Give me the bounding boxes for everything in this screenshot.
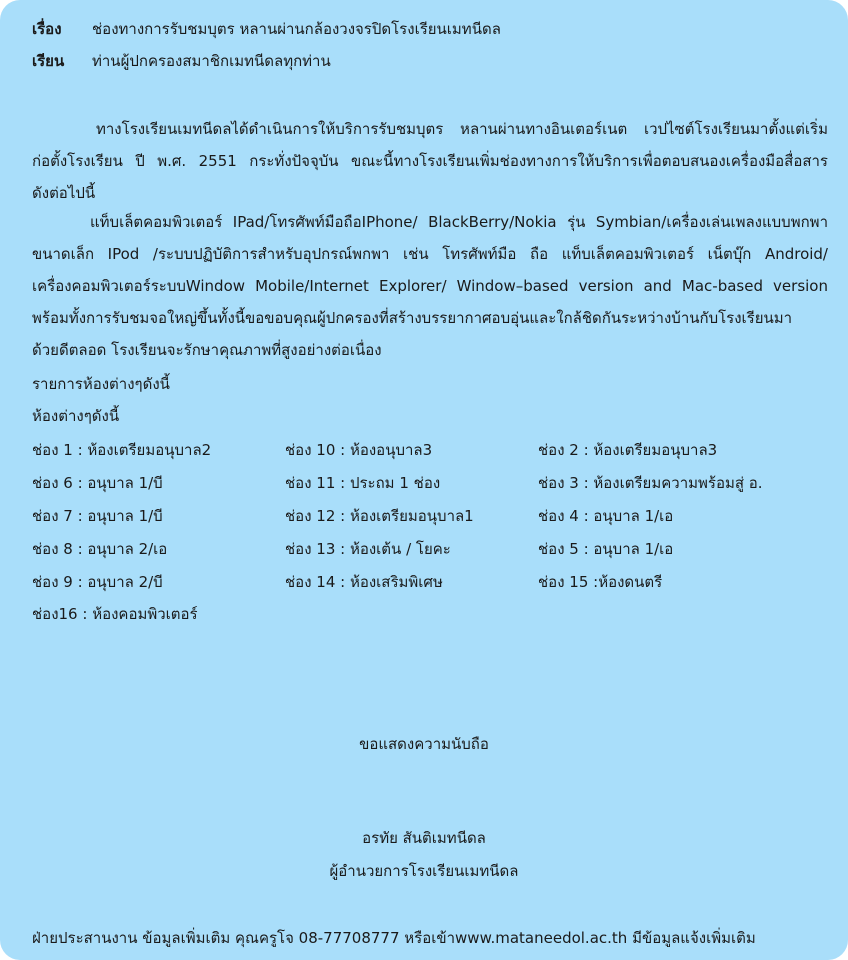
signer-name: อรทัย สันติเมทนีดล bbox=[362, 829, 486, 847]
paragraph-2 bbox=[32, 206, 828, 366]
list-heading-2: ห้องต่างๆดังนี้ bbox=[32, 407, 120, 425]
channel-item: ช่อง 5 : อนุบาล 1/เอ bbox=[538, 540, 674, 558]
channel-item: ช่อง 9 : อนุบาล 2/บี bbox=[32, 573, 163, 591]
channel-item: ช่อง 8 : อนุบาล 2/เอ bbox=[32, 540, 168, 558]
signer-title: ผู้อำนวยการโรงเรียนเมทนีดล bbox=[329, 862, 519, 880]
paragraph-2-line: ขนาดเล็ก IPod /ระบบปฏิบัติการสำหรับอุปกรณ์พกพา เช่น โทรศัพท์มือ ถือ แท็บเล็ตคอมพิวเตอร์ เน็ตบุ๊ก Android/ bbox=[32, 245, 828, 263]
subject-text: ช่องทางการรับชมบุตร หลานผ่านกล้องวงจรปิดโรงเรียนเมทนีดล bbox=[92, 20, 501, 38]
paragraph-2-line: เครื่องคอมพิวเตอร์ระบบWindow Mobile/Internet Explorer/ Window–based version and Mac-based version bbox=[32, 277, 828, 295]
paragraph-1-line: ก่อตั้งโรงเรียน ปี พ.ศ. 2551 กระทั่งปัจจุบัน ขณะนี้ทางโรงเรียนเพิ่มช่องทางการให้บริการเพื่อตอบสนองเครื่องมือสื่อสาร bbox=[32, 152, 828, 170]
channel-item: ช่อง 1 : ห้องเตรียมอนุบาล2 bbox=[32, 441, 212, 459]
to-text: ท่านผู้ปกครองสมาชิกเมทนีดลทุกท่าน bbox=[92, 52, 331, 70]
channel-item: ช่อง 15 :ห้องดนตรี bbox=[538, 573, 663, 591]
footer-contact: ฝ่ายประสานงาน ข้อมูลเพิ่มเติม คุณครูโจ 08-77708777 หรือเข้าwww.mataneedol.ac.th มีข้อมูลแจ้งเพิ่มเติม bbox=[32, 929, 756, 947]
paragraph-1 bbox=[32, 113, 828, 209]
list-heading-1: รายการห้องต่างๆดังนี้ bbox=[32, 375, 170, 393]
channel-item: ช่อง 4 : อนุบาล 1/เอ bbox=[538, 507, 674, 525]
paragraph-2-line: แท็บเล็ตคอมพิวเตอร์ IPad/โทรศัพท์มือถือIPhone/ BlackBerry/Nokia รุ่น Symbian/เครื่องเล่นเพลงแบบพกพา bbox=[90, 213, 828, 231]
channel-item: ช่อง 11 : ประถม 1 ช่อง bbox=[285, 474, 441, 492]
paragraph-1-line: ดังต่อไปนี้ bbox=[32, 184, 96, 202]
channel-item: ช่อง 13 : ห้องเต้น / โยคะ bbox=[285, 540, 451, 558]
channel-item: ช่อง 14 : ห้องเสริมพิเศษ bbox=[285, 573, 443, 591]
channel-item: ช่อง16 : ห้องคอมพิวเตอร์ bbox=[32, 605, 198, 623]
channel-item: ช่อง 6 : อนุบาล 1/บี bbox=[32, 474, 163, 492]
closing-regards: ขอแสดงความนับถือ bbox=[359, 735, 489, 753]
channel-item: ช่อง 10 : ห้องอนุบาล3 bbox=[285, 441, 433, 459]
paragraph-2-line: พร้อมทั้งการรับชมจอใหญ่ขึ้นทั้งนี้ขอขอบคุณผู้ปกครองที่สร้างบรรยากาศอบอุ่นและใกล้ชิดกันระหว่างบ้านกับโรงเรียนมา bbox=[32, 309, 793, 327]
subject-label: เรื่อง bbox=[32, 20, 62, 38]
paragraph-2-line: ด้วยดีตลอด โรงเรียนจะรักษาคุณภาพที่สูงอย่างต่อเนื่อง bbox=[32, 341, 382, 359]
to-label: เรียน bbox=[32, 52, 65, 70]
channel-item: ช่อง 3 : ห้องเตรียมความพร้อมสู่ อ. bbox=[538, 474, 763, 492]
channel-item: ช่อง 2 : ห้องเตรียมอนุบาล3 bbox=[538, 441, 718, 459]
channel-item: ช่อง 12 : ห้องเตรียมอนุบาล1 bbox=[285, 507, 474, 525]
channel-item: ช่อง 7 : อนุบาล 1/บี bbox=[32, 507, 163, 525]
paragraph-1-line: ทางโรงเรียนเมทนีดลได้ดำเนินการให้บริการรับชมบุตร หลานผ่านทางอินเตอร์เนต เวปไซต์โรงเรียนมาตั้งแต่เริ่ม bbox=[96, 120, 828, 138]
